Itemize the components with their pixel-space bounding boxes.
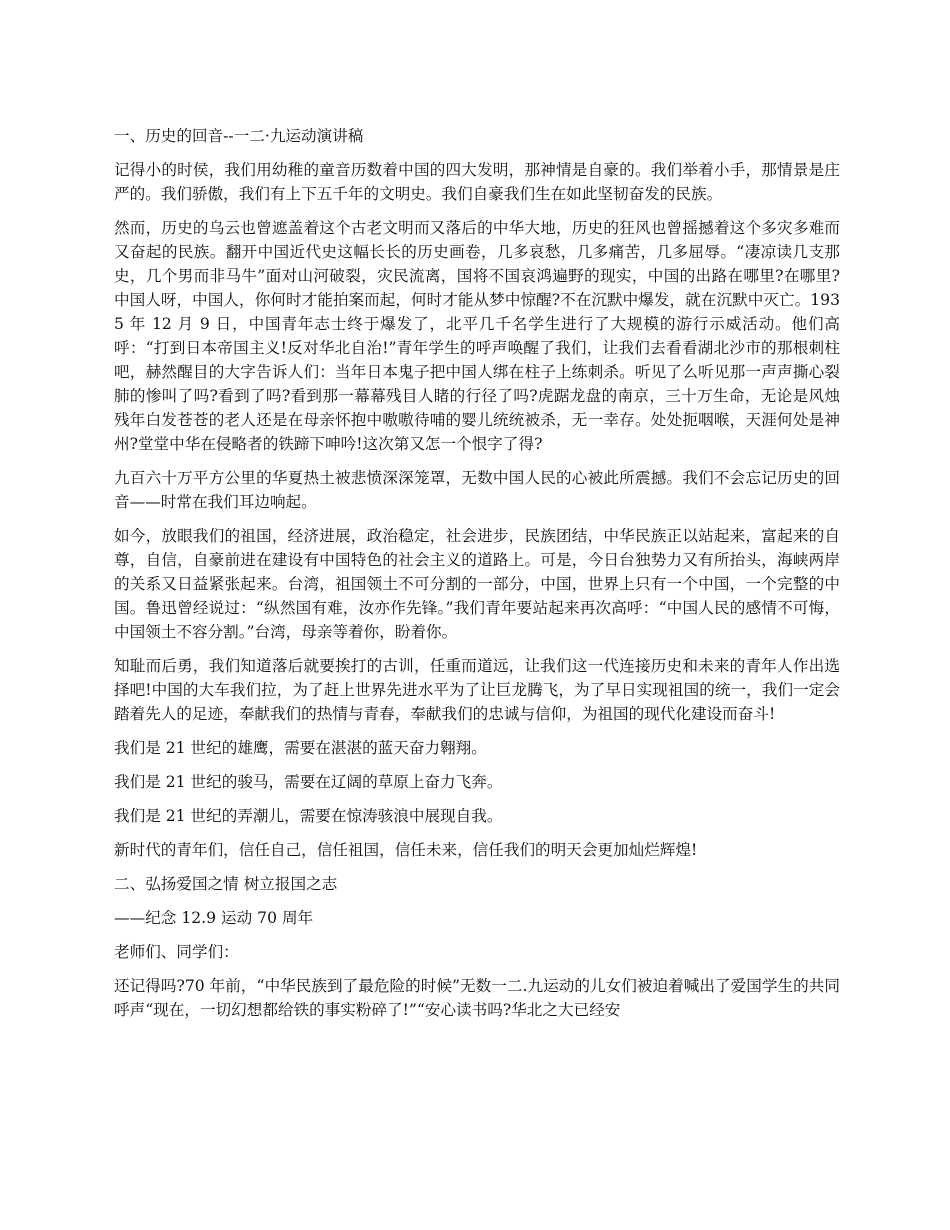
paragraph: 如今，放眼我们的祖国，经济进展，政治稳定，社会进步，民族团结，中华民族正以站起来，富起来的自尊，自信，自豪前进在建设有中国特色的社会主义的道路上。可是，今日台独势力又有所抬头，海峡两岸的关系又日益紧张起来。台湾，祖国领土不可分割的一部分，中国，世界上只有一个中国，一个完整的中国。鲁迅曾经说过：“纵然国有难，汝亦作先锋。”我们青年要站起来再次高呼：“中国人民的感情不可悔，中国领土不容分割。”台湾，母亲等着你，盼着你。 [114,527,840,641]
paragraph: 还记得吗?70 年前，“中华民族到了最危险的时候”无数一二.九运动的儿女们被迫着喊出了爱国学生的共同呼声“现在，一切幻想都给铁的事实粉碎了!”“安心读书吗?华北之大已经安 [114,977,840,1019]
section-heading-2: 二、弘扬爱国之情 树立报国之志 [114,875,338,893]
section-heading-1: 一、历史的回音--一二·九运动演讲稿 [114,127,364,145]
paragraph: 记得小的时侯，我们用幼稚的童音历数着中国的四大发明，那神情是自豪的。我们举着小手，那情景是庄严的。我们骄傲，我们有上下五千年的文明史。我们自豪我们生在如此坚韧奋发的民族。 [114,161,840,203]
paragraph: 我们是 21 世纪的骏马，需要在辽阔的草原上奋力飞奔。 [114,773,503,791]
document-page [114,124,840,1032]
paragraph: 九百六十万平方公里的华夏热土被悲愤深深笼罩，无数中国人民的心被此所震撼。我们不会忘记历史的回音——时常在我们耳边响起。 [114,469,840,511]
salutation: 老师们、同学们： [114,943,239,961]
paragraph: 知耻而后勇，我们知道落后就要挨打的古训，任重而道远，让我们这一代连接历史和未来的青年人作出选择吧!中国的大车我们拉，为了赶上世界先进水平为了让巨龙腾飞，为了早日实现祖国的统一，我们一定会踏着先人的足迹，奉献我们的热情与青春，奉献我们的忠诚与信仰，为祖国的现代化建设而奋斗! [114,657,840,723]
paragraph: 我们是 21 世纪的雄鹰，需要在湛湛的蓝天奋力翱翔。 [114,739,487,757]
subtitle-line: ——纪念 12.9 运动 70 周年 [114,909,314,927]
paragraph: 然而，历史的乌云也曾遮盖着这个古老文明而又落后的中华大地，历史的狂风也曾摇撼着这个多灾多难而又奋起的民族。翻开中国近代史这幅长长的历史画卷，几多哀愁，几多痛苦，几多屈辱。“凄凉读几支那史，几个男而非马牛”面对山河破裂，灾民流离，国将不国哀鸿遍野的现实，中国的出路在哪里?在哪里?中国人呀，中国人，你何时才能拍案而起，何时才能从梦中惊醒?不在沉默中爆发，就在沉默中灭亡。1935 年 12 月 9 日，中国青年志士终于爆发了，北平几千名学生进行了大规模的游行示威活动。他们高呼：“打到日本帝国主义!反对华北自治!”青年学生的呼声唤醒了我们，让我们去看看湖北沙市的那根刺柱吧，赫然醒目的大字告诉人们：当年日本鬼子把中国人绑在柱子上练刺杀。听见了么听见那一声声撕心裂肺的惨叫了吗?看到了吗?看到那一幕幕残目人睹的行径了吗?虎踞龙盘的南京，三十万生命，无论是风烛残年白发苍苍的老人还是在母亲怀抱中嗷嗷待哺的婴儿统统被杀，无一幸存。处处扼咽喉，天涯何处是神州?堂堂中华在侵略者的铁蹄下呻吟!这次第又怎一个恨字了得? [114,219,840,453]
paragraph: 新时代的青年们，信任自己，信任祖国，信任未来，信任我们的明天会更加灿烂辉煌! [114,841,698,859]
paragraph: 我们是 21 世纪的弄潮儿，需要在惊涛骇浪中展现自我。 [114,807,503,825]
